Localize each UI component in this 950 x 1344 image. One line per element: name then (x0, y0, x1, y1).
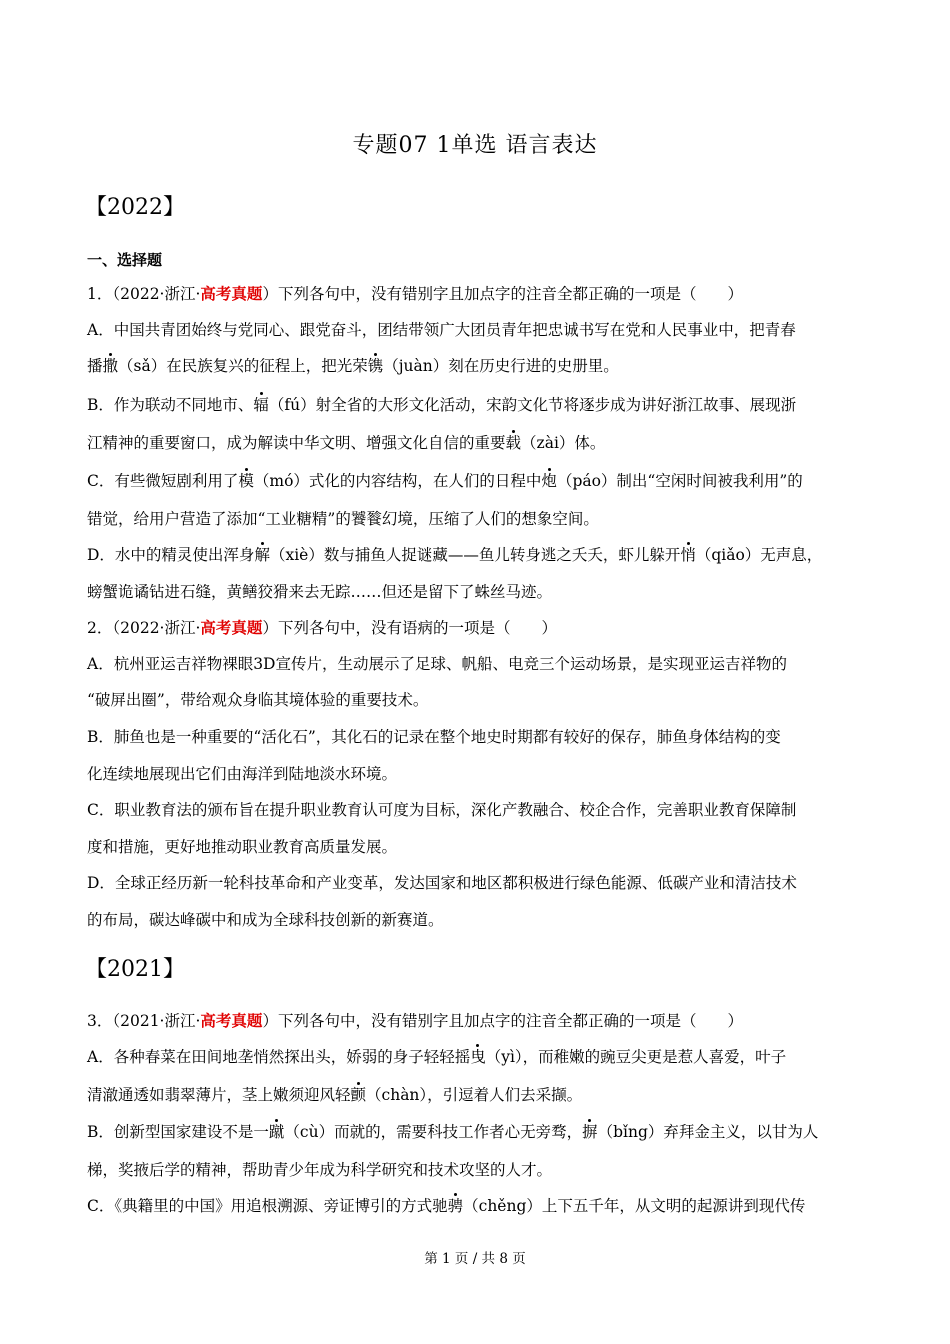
q1-option-a-cont: 播撒（sǎ）在民族复兴的征程上，把光荣镌（juàn）刻在历史行进的史册里。 (87, 357, 619, 375)
q2-option-d: D．全球正经历新一轮科技革命和产业变革，发达国家和地区都积极进行绿色能源、低碳产业和清洁技术 (87, 874, 797, 892)
q1-option-b-cont: 江精神的重要窗口，成为解读中华文明、增强文化自信的重要载（zài）体。 (87, 434, 606, 452)
q2-option-b: B．肺鱼也是一种重要的“活化石”，其化石的记录在整个地史时期都有较好的保存，肺鱼身体结构的变 (87, 728, 781, 746)
q1-option-a: A．中国共青团始终与党同心、跟党奋斗，团结带领广大团员青年把忠诚书写在党和人民事业中，把青春 (87, 321, 796, 339)
q1-option-d-cont: 螃蟹诡谲钻进石缝，黄鳝狡猾来去无踪……但还是留下了蛛丝马迹。 (87, 583, 553, 601)
question-2-stem: 2．（2022·浙江·高考真题）下列各句中，没有语病的一项是（ ） (87, 618, 557, 637)
page-footer: 第 1 页 / 共 8 页 (424, 1251, 526, 1267)
q3-option-a-cont: 清澈通透如翡翠薄片，茎上嫩须迎风轻颤（chàn），引逗着人们去采撷。 (87, 1086, 583, 1104)
q2-option-c-cont: 度和措施，更好地推动职业教育高质量发展。 (87, 838, 398, 856)
year-heading-2022: 【2022】 (85, 195, 185, 220)
q3-option-b: B．创新型国家建设不是一蹴（cù）而就的，需要科技工作者心无旁骛，摒（bǐng）弃拜金主义，以甘为人 (87, 1123, 819, 1141)
exam-tag: 高考真题 (200, 618, 263, 637)
q3-option-c: C．《典籍里的中国》用追根溯源、旁证博引的方式驰骋（chěng）上下五千年，从文明的起源讲到现代传 (87, 1197, 806, 1215)
exam-tag: 高考真题 (200, 1011, 263, 1030)
q1-option-c: C．有些微短剧利用了模（mó）式化的内容结构，在人们的日程中炮（páo）制出“空闲时间被我利用”的 (87, 472, 803, 490)
q1-option-c-cont: 错觉，给用户营造了添加“工业糖精”的饕餮幻境，压缩了人们的想象空间。 (87, 510, 599, 528)
q2-option-b-cont: 化连续地展现出它们由海洋到陆地淡水环境。 (87, 765, 398, 783)
section-heading: 一、选择题 (87, 251, 163, 269)
question-3-stem: 3．（2021·浙江·高考真题）下列各句中，没有错别字且加点字的注音全都正确的一项是（ ） (87, 1011, 743, 1030)
q2-option-c: C．职业教育法的颁布旨在提升职业教育认可度为目标，深化产教融合、校企合作，完善职业教育保障制 (87, 801, 797, 819)
q1-option-d: D．水中的精灵使出浑身解（xiè）数与捕鱼人捉谜藏——鱼儿转身逃之夭夭，虾儿躲开悄（qiǎo）无声息， (87, 546, 823, 564)
exam-tag: 高考真题 (200, 284, 263, 303)
question-1-stem: 1．（2022·浙江·高考真题）下列各句中，没有错别字且加点字的注音全都正确的一项是（ ） (87, 284, 743, 303)
q2-option-a: A．杭州亚运吉祥物裸眼3D宣传片，生动展示了足球、帆船、电竞三个运动场景，是实现亚运吉祥物的 (87, 655, 787, 673)
q3-option-b-cont: 梯，奖掖后学的精神，帮助青少年成为科学研究和技术攻坚的人才。 (87, 1161, 553, 1179)
year-heading-2021: 【2021】 (85, 957, 185, 982)
q1-option-b: B．作为联动不同地市、辐（fú）射全省的大形文化活动，宋韵文化节将逐步成为讲好浙江故事、展现浙 (87, 396, 797, 414)
q2-option-d-cont: 的布局，碳达峰碳中和成为全球科技创新的新赛道。 (87, 911, 444, 929)
page-title: 专题07 1单选 语言表达 (352, 133, 598, 158)
q2-option-a-cont: “破屏出圈”，带给观众身临其境体验的重要技术。 (87, 691, 429, 709)
q3-option-a: A．各种春菜在田间地垄悄然探出头，娇弱的身子轻轻摇曳（yì），而稚嫩的豌豆尖更是惹人喜爱，叶子 (87, 1048, 787, 1066)
